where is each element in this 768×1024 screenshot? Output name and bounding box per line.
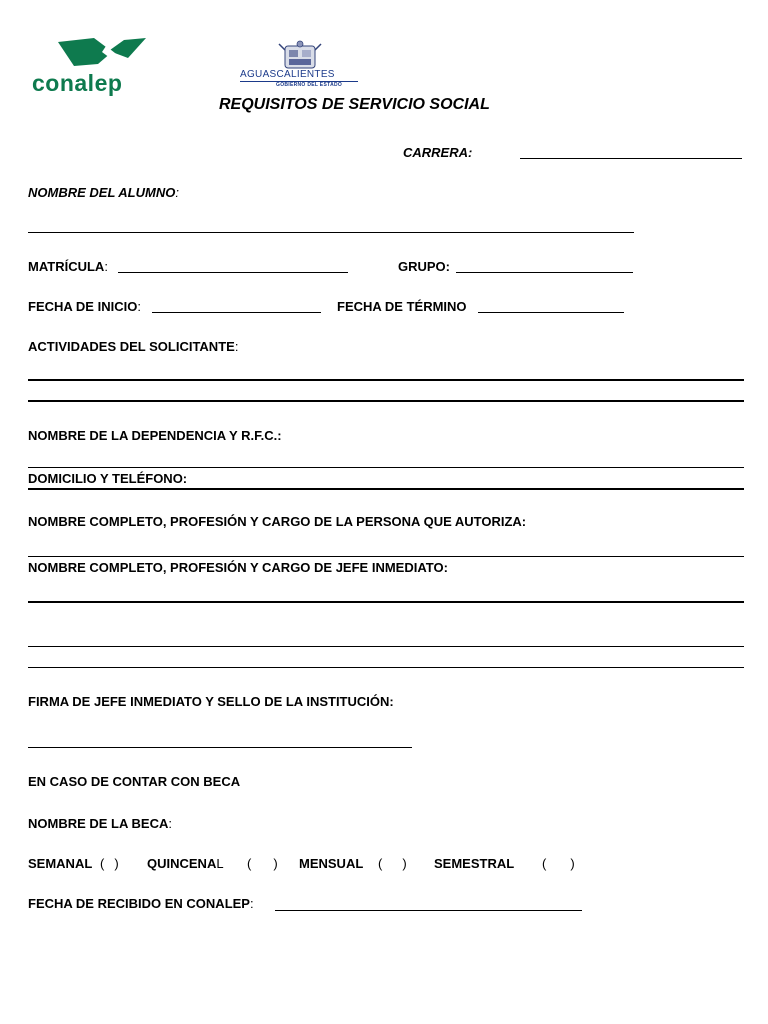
actividades-label: ACTIVIDADES DEL SOLICITANTE: <box>28 339 239 354</box>
mensual-checkbox[interactable]: ( ) <box>378 856 407 871</box>
domicilio-field[interactable] <box>28 488 744 490</box>
persona-autoriza-field[interactable] <box>28 556 744 557</box>
fecha-recibido-label: FECHA DE RECIBIDO EN CONALEP: <box>28 896 254 911</box>
dependencia-label: NOMBRE DE LA DEPENDENCIA Y R.F.C.: <box>28 428 282 443</box>
persona-autoriza-label: NOMBRE COMPLETO, PROFESIÓN Y CARGO DE LA PERSONA QUE AUTORIZA: <box>28 514 527 529</box>
jefe-inmediato-field-2[interactable] <box>28 646 744 647</box>
matricula-field[interactable] <box>118 272 348 273</box>
quincenal-label: QUINCENAL <box>147 856 224 871</box>
jefe-inmediato-field-3[interactable] <box>28 667 744 668</box>
firma-field[interactable] <box>28 747 412 748</box>
jefe-inmediato-label: NOMBRE COMPLETO, PROFESIÓN Y CARGO DE JEFE INMEDIATO: <box>28 560 448 575</box>
nombre-beca-label: NOMBRE DE LA BECA: <box>28 816 172 831</box>
nombre-alumno-label: NOMBRE DEL ALUMNO: <box>28 185 179 200</box>
grupo-label: GRUPO: <box>398 259 450 274</box>
actividades-field-1[interactable] <box>28 379 744 381</box>
quincenal-checkbox[interactable]: ( ) <box>247 856 278 871</box>
fecha-inicio-field[interactable] <box>152 312 321 313</box>
conalep-wordmark: conalep <box>32 70 123 96</box>
actividades-field-2[interactable] <box>28 400 744 402</box>
gobierno-del-estado-text: GOBIERNO DEL ESTADO <box>276 82 343 88</box>
firma-label: FIRMA DE JEFE INMEDIATO Y SELLO DE LA INSTITUCIÓN: <box>28 694 394 709</box>
page-title: REQUISITOS DE SERVICIO SOCIAL <box>219 96 490 113</box>
fecha-termino-label: FECHA DE TÉRMINO <box>337 299 467 314</box>
dependencia-field[interactable] <box>28 467 744 468</box>
fecha-termino-field[interactable] <box>478 312 624 313</box>
semestral-label: SEMESTRAL <box>434 856 515 871</box>
fecha-inicio-label: FECHA DE INICIO: <box>28 299 141 314</box>
grupo-field[interactable] <box>456 272 633 273</box>
semestral-checkbox[interactable]: ( ) <box>542 856 575 871</box>
coat-of-arms-icon <box>277 40 323 70</box>
conalep-logo <box>30 36 175 98</box>
aguascalientes-wordmark: AGUASCALIENTES <box>240 69 335 80</box>
fecha-recibido-field[interactable] <box>275 910 582 911</box>
carrera-label: CARRERA: <box>403 145 473 160</box>
semanal-label: SEMANAL <box>28 856 93 871</box>
nombre-alumno-field[interactable] <box>28 232 634 233</box>
semanal-checkbox[interactable]: ( ) <box>100 856 119 871</box>
caso-beca-label: EN CASO DE CONTAR CON BECA <box>28 774 241 789</box>
conalep-mark-icon <box>54 36 174 72</box>
carrera-field[interactable] <box>520 158 742 159</box>
jefe-inmediato-field-1[interactable] <box>28 601 744 603</box>
mensual-label: MENSUAL <box>299 856 364 871</box>
aguascalientes-logo <box>238 40 362 92</box>
domicilio-label: DOMICILIO Y TELÉFONO: <box>28 471 188 486</box>
matricula-label: MATRÍCULA: <box>28 259 108 274</box>
